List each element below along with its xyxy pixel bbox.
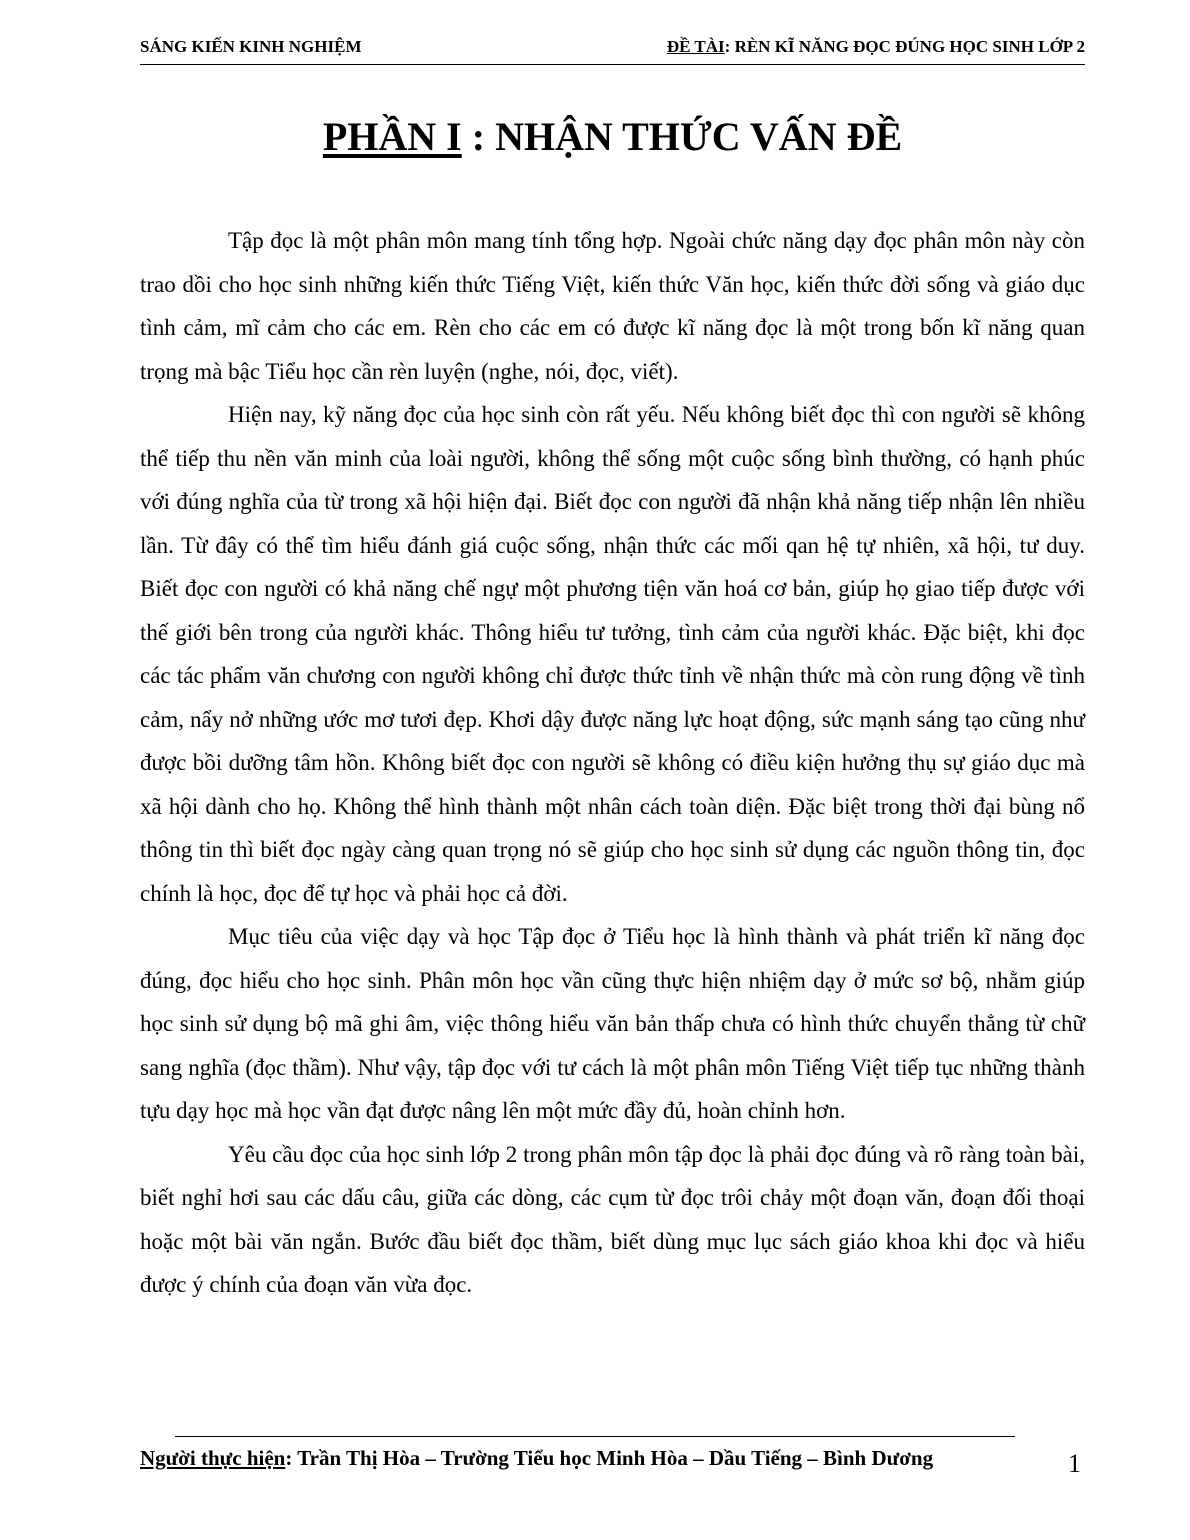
header-right-text	[667, 36, 1085, 58]
header-left-text: SÁNG KIẾN KINH NGHIỆM	[140, 37, 362, 56]
section-title-rest: : NHẬN THỨC VẤN ĐỀ	[461, 114, 903, 159]
body-text	[140, 219, 1085, 1307]
page-number: 1	[1068, 1449, 1081, 1478]
header-topic-text: : RÈN KĨ NĂNG ĐỌC ĐÚNG HỌC SINH LỚP 2	[724, 37, 1085, 56]
footer-author-label: Người thực hiện	[140, 1446, 286, 1470]
paragraph-2: Hiện nay, kỹ năng đọc của học sinh còn rất yếu. Nếu không biết đọc thì con người sẽ không thể tiếp thu nền văn minh của loài người, không thể sống một cuộc sống bình thường, có hạnh phúc với đúng nghĩa của từ trong xã hội hiện đại. Biết đọc con người đã nhận khả năng tiếp nhận lên nhiều lần. Từ đây có thể tìm hiểu đánh giá cuộc sống, nhận thức các mối qan hệ tự nhiên, xã hội, tư duy. Biết đọc con người có khả năng chế ngự một phương tiện văn hoá cơ bản, giúp họ giao tiếp được với thế giới bên trong của người khác. Thông hiểu tư tưởng, tình cảm của người khác. Đặc biệt, khi đọc các tác phẩm văn chương con người không chỉ được thức tỉnh về nhận thức mà còn rung động về tình cảm, nẩy nở những ước mơ tươi đẹp. Khơi dậy được năng lực hoạt động, sức mạnh sáng tạo cũng như được bồi dưỡng tâm hồn. Không biết đọc con người sẽ không có điều kiện hưởng thụ sự giáo dục mà xã hội dành cho họ. Không thể hình thành một nhân cách toàn diện. Đặc biệt trong thời đại bùng nổ thông tin thì biết đọc ngày càng quan trọng nó sẽ giúp cho học sinh sử dụng các nguồn thông tin, đọc chính là học, đọc để tự học và phải học cả đời.	[140, 402, 1085, 906]
header-topic-label: ĐỀ TÀI	[666, 37, 725, 56]
footer-author-text: : Trần Thị Hòa – Trường Tiểu học Minh Hòa – Dầu Tiếng – Bình Dương	[285, 1446, 934, 1470]
section-title-part: PHẦN I	[322, 114, 462, 159]
paragraph-1: Tập đọc là một phân môn mang tính tổng hợp. Ngoài chức năng dạy đọc phân môn này còn trao dồi cho học sinh những kiến thức Tiếng Việt, kiến thức Văn học, kiến thức đời sống và giáo dục tình cảm, mĩ cảm cho các em. Rèn cho các em có được kĩ năng đọc là một trong bốn kĩ năng quan trọng mà bậc Tiểu học cần rèn luyện (nghe, nói, đọc, viết).	[140, 228, 1085, 384]
footer-divider	[175, 1436, 1015, 1437]
section-title	[140, 112, 1085, 162]
paragraph-4: Yêu cầu đọc của học sinh lớp 2 trong phân môn tập đọc là phải đọc đúng và rõ ràng toàn bài, biết nghỉ hơi sau các dấu câu, giữa các dòng, các cụm từ đọc trôi chảy một đoạn văn, đoạn đối thoại hoặc một bài văn ngắn. Bước đầu biết đọc thầm, biết dùng mục lục sách giáo khoa khi đọc và hiểu được ý chính của đoạn văn vừa đọc.	[140, 1141, 1085, 1297]
page-footer	[140, 1444, 1040, 1472]
paragraph-3: Mục tiêu của việc dạy và học Tập đọc ở Tiểu học là hình thành và phát triển kĩ năng đọc đúng, đọc hiểu cho học sinh. Phân môn học vần cũng thực hiện nhiệm dạy ở mức sơ bộ, nhằm giúp học sinh sử dụng bộ mã ghi âm, việc thông hiểu văn bản thấp chưa có hình thức chuyển thẳng từ chữ sang nghĩa (đọc thầm). Như vậy, tập đọc với tư cách là một phân môn Tiếng Việt tiếp tục những thành tựu dạy học mà học vần đạt được nâng lên một mức đầy đủ, hoàn chỉnh hơn.	[140, 924, 1085, 1123]
page-header	[140, 36, 1085, 65]
